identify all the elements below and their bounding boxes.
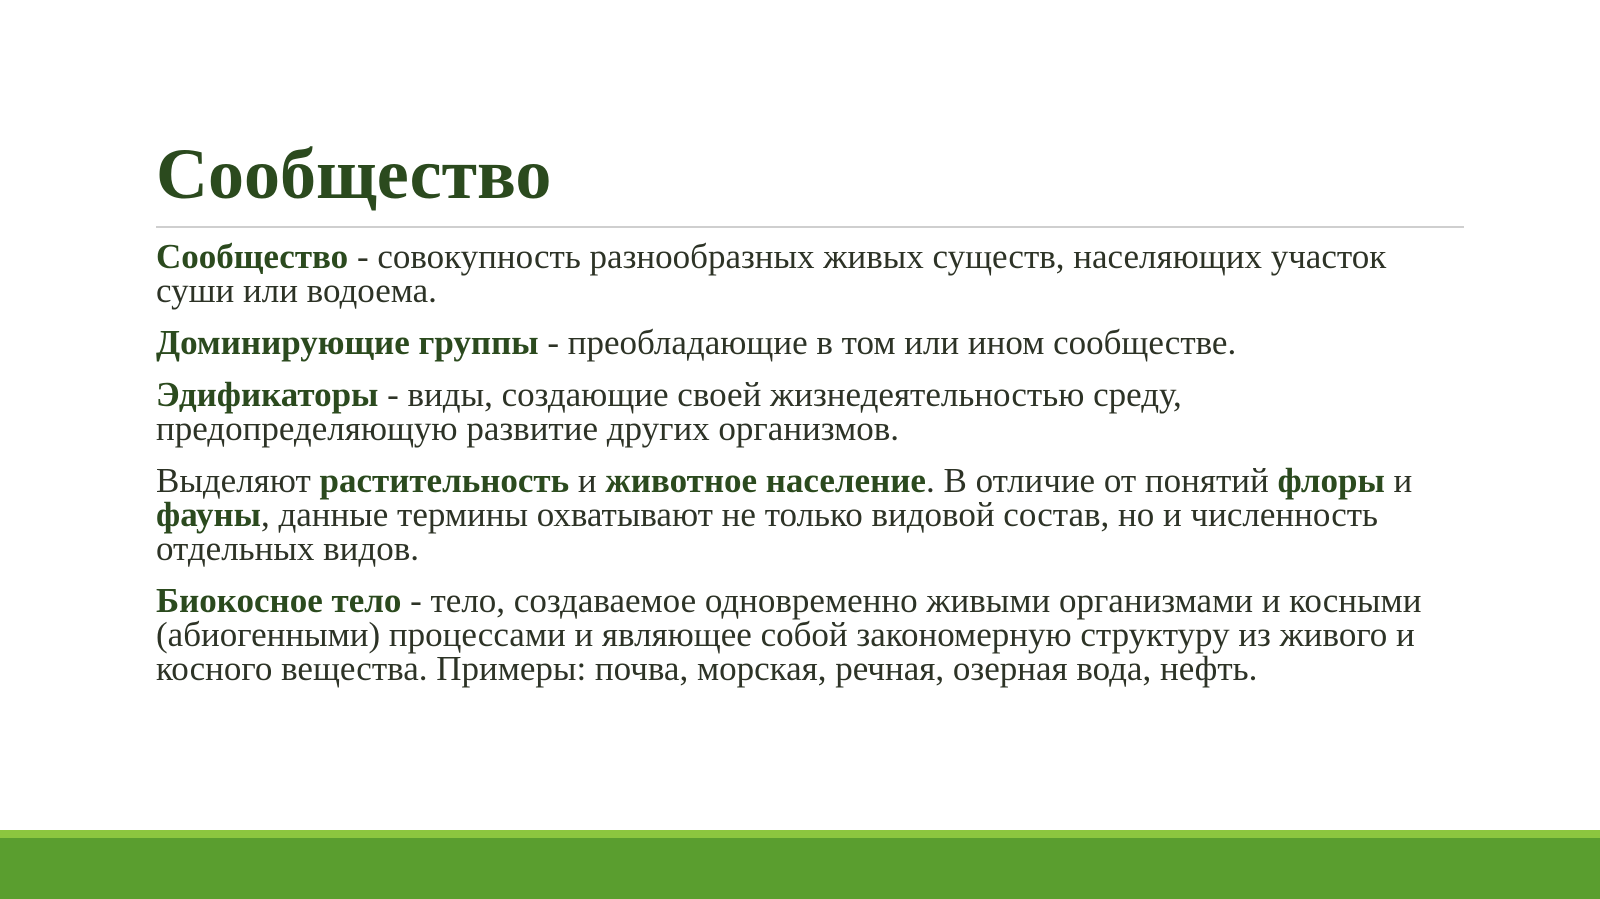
term-dominant-groups: Доминирующие группы: [156, 323, 539, 362]
footer-bar: [0, 838, 1600, 899]
title-divider: [156, 226, 1464, 228]
term-animal-population: животное население: [605, 461, 926, 500]
text-segment: Выделяют: [156, 461, 320, 500]
definition-dominant-groups: - преобладающие в том или ином сообществе.: [538, 323, 1237, 362]
definition-bioinert-body: - тело, создаваемое одновременно живыми организмами и косными (абиогенными) процессами и являющее собой закономерную структуру из живого и косного вещества. Примеры: почва, морская, речная, озерная вода, нефть.: [156, 581, 1422, 688]
text-segment: и: [569, 461, 606, 500]
term-flora: флоры: [1277, 461, 1385, 500]
term-community: Сообщество: [156, 237, 349, 276]
paragraph-community: [156, 237, 1466, 310]
paragraph-vegetation-fauna: [156, 461, 1466, 568]
paragraph-bioinert-body: [156, 581, 1466, 688]
paragraph-dominant-groups: [156, 323, 1466, 362]
term-edificators: Эдификаторы: [156, 375, 379, 414]
term-vegetation: растительность: [319, 461, 570, 500]
text-segment: , данные термины охватывают не только видовой состав, но и численность отдельных видов.: [156, 495, 1378, 568]
text-segment: . В отличие от понятий: [925, 461, 1278, 500]
term-bioinert-body: Биокосное тело: [156, 581, 402, 620]
term-fauna: фауны: [156, 495, 261, 534]
text-segment: и: [1384, 461, 1413, 500]
footer-bar-accent: [0, 830, 1600, 838]
definition-edificators: - виды, создающие своей жизнедеятельностью среду, предопределяющую развитие других организмов.: [156, 375, 1182, 448]
definition-community: - совокупность разнообразных живых существ, населяющих участок суши или водоема.: [156, 237, 1387, 310]
slide-title: Сообщество: [156, 134, 552, 214]
slide-body: [156, 237, 1466, 704]
paragraph-edificators: [156, 375, 1466, 448]
